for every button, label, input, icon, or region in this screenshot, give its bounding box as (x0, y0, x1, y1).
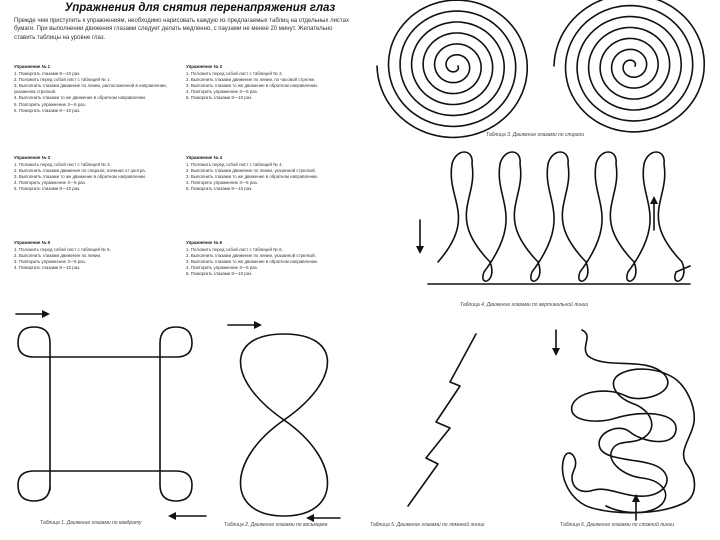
caption-fig3: Таблица 3. Движение глазами по спирали (486, 132, 585, 138)
exercise-steps (14, 71, 179, 114)
eight-arrow-top-head (254, 321, 262, 329)
loops-arrow-down-head (416, 246, 424, 254)
exercise-1 (14, 64, 179, 114)
exercise-step: 4. Выполнить глазами то же движение в обратном направлении. (14, 95, 147, 101)
figure-tangle (546, 326, 706, 522)
spiral-right (554, 0, 704, 132)
exercise-step: 5. Поморгать глазами 8—10 раз. (14, 186, 81, 192)
exercise-step: 5. Поморгать глазами 8—10 раз. (186, 271, 253, 277)
exercise-step: 1. Положить перед собой лист с таблицей № 5. (14, 247, 111, 253)
exercise-step: 4. Поморгать глазами 8—10 раз. (14, 265, 81, 271)
exercise-steps (186, 247, 351, 277)
exercise-step: 5. Повторить упражнение 3—5 раз. (14, 101, 86, 107)
square-arrow-top-head (42, 310, 50, 318)
exercise-step: 4. Повторить упражнение 3—5 раз. (186, 89, 258, 95)
figure-spirals (370, 4, 720, 134)
exercise-step: 2. Выполнить глазами движение по линии, указанной стрелкой. (186, 253, 316, 259)
exercise-step: 1. Положить перед собой лист с таблицей № 3. (14, 162, 111, 168)
exercise-title: Упражнение № 2 (186, 64, 223, 69)
exercise-step: 2. Выполнить глазами движение по спирали, начиная от центра. (14, 168, 146, 174)
exercise-steps (186, 162, 351, 192)
caption-fig4: Таблица 4. Движение глазами по вертикальной линии (460, 302, 589, 308)
exercise-step: 2. Выполнить глазами движение по линии, указанной стрелкой. (186, 168, 316, 174)
exercise-step: 4. Повторить упражнение 3—5 раз. (14, 180, 86, 186)
exercise-step: 3. Выполнить глазами то же движение в обратном направлении. (14, 174, 147, 180)
figure-square-path (10, 305, 210, 520)
exercise-title: Упражнение № 6 (186, 240, 223, 245)
exercise-step: 3. Повторить упражнение 3—5 раз. (14, 259, 86, 265)
exercise-title: Упражнение № 5 (14, 240, 51, 245)
exercise-step: 4. Повторить упражнение 3—5 раз. (186, 265, 258, 271)
figure-zigzag (398, 330, 488, 510)
exercise-step: 1. Положить перед собой лист с таблицей № 6. (186, 247, 283, 253)
exercise-step: 1. Положить перед собой лист с таблицей № 2. (186, 71, 283, 77)
exercise-6 (186, 240, 351, 278)
exercise-title: Упражнение № 4 (186, 155, 223, 160)
eight-arrow-bottom-head (306, 514, 314, 522)
exercise-steps (186, 71, 351, 101)
figure-eight-path (222, 320, 352, 520)
exercise-title: Упражнение № 1 (14, 64, 51, 69)
exercise-5 (14, 240, 179, 271)
caption-fig1: Таблица 1. Движение глазами по квадрату (40, 520, 142, 526)
exercise-step: 5. Поморгать глазами 8—10 раз. (186, 186, 253, 192)
caption-fig2: Таблица 2. Движение глазами по восьмерке (224, 522, 328, 528)
exercise-step: 3. Выполнить глазами то же движение в обратном направлении. (186, 83, 319, 89)
exercise-step: 3. Выполнить глазами то же движение в обратном направлении. (186, 174, 319, 180)
square-arrow-bottom-head (168, 512, 176, 520)
exercise-steps (14, 162, 179, 192)
exercise-3 (14, 155, 179, 193)
tangle-arrow-down-head (552, 348, 560, 356)
exercise-step: 6. Поморгать глазами 8—10 раз. (14, 107, 81, 113)
zigzag-path (408, 334, 476, 506)
tangle-path (562, 330, 694, 513)
exercise-title: Упражнение № 3 (14, 155, 51, 160)
loops-arrow-up-head (650, 196, 658, 204)
exercise-step: 1. Поморгать глазами 8—10 раз. (14, 71, 81, 77)
exercise-step: 2. Положить перед собой лист с таблицей № 1. (14, 77, 111, 83)
exercise-step: 2. Выполнить глазами движение по линии. (14, 253, 102, 259)
square-loop-path (18, 327, 192, 501)
exercise-step: 5. Поморгать глазами 8—10 раз. (186, 95, 253, 101)
vertical-loop-path (428, 152, 690, 284)
exercise-4 (186, 155, 351, 193)
caption-fig6: Таблица 6. Движение глазами по сложной линии (560, 522, 675, 528)
exercise-step: 1. Положить перед собой лист с таблицей № 4. (186, 162, 283, 168)
exercise-step: 4. Повторить упражнение 3—5 раз. (186, 180, 258, 186)
spiral-left (377, 0, 527, 137)
exercise-step: 3. Выполнить глазами движение по линии, расположенной в направлении, указанном стрелкой. (14, 83, 167, 95)
exercise-steps (14, 247, 179, 271)
intro-text: Прежде чем приступить к упражнениям, необходимо нарисовать каждую из предлагаемых таблиц на отдельных листах бумаги. При выполнении движения глазами следует делать медленно, с паузами не менее 20 минут. Желательно ставить таблицы на уровне глаз. (14, 18, 349, 41)
exercise-2 (186, 64, 351, 102)
exercise-step: 2. Выполнить глазами движение по линии, по часовой стрелке. (186, 77, 316, 83)
caption-fig5: Таблица 5. Движение глазами по ломаной линии (370, 522, 485, 528)
page-title: Упражнения для снятия перенапряжения глаз (64, 2, 336, 14)
eight-loop-path (241, 334, 328, 516)
figure-vertical-loops (408, 148, 698, 300)
exercise-step: 3. Выполнить глазами то же движение в обратном направлении. (186, 259, 319, 265)
